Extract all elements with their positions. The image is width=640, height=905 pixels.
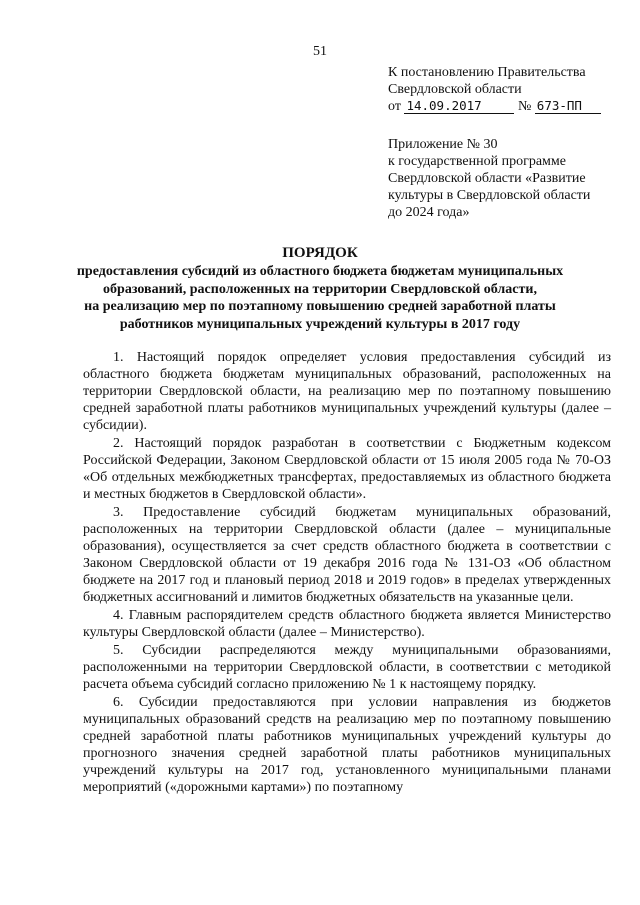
paragraph-4: 4. Главным распорядителем средств областного бюджета является Министерство культуры Свердловской области (далее – Министерство). [83, 608, 611, 640]
title-subtitle-3: на реализацию мер по поэтапному повышению средней заработной платы [84, 299, 556, 315]
approval-line-2: Свердловской области [388, 82, 522, 97]
approval-line-1: К постановлению Правительства [388, 65, 586, 80]
title-subtitle-2: образований, расположенных на территории Свердловской области, [103, 281, 537, 297]
approval-block [388, 64, 628, 115]
appendix-line-2: к государственной программе [388, 154, 566, 169]
appendix-line-1: Приложение № 30 [388, 137, 498, 152]
paragraph-5: 5. Субсидии распределяются между муниципальными образованиями, расположенными на территории Свердловской области, в соответствии с методикой расчета объема субсидий согласно приложению № 1 к настоящему порядку. [83, 643, 611, 692]
number-value: 673-ПП [535, 99, 601, 114]
paragraph-1: 1. Настоящий порядок определяет условия предоставления субсидий из областного бюджета бюджетам муниципальных образований, расположенных на территории Свердловской области, на реализацию мер по поэтапному повышению средней заработной платы работников муниципальных учреждений культуры (далее – субсидии). [83, 350, 611, 433]
number-prefix: № [517, 99, 532, 114]
date-prefix: от [388, 99, 401, 114]
title-main: ПОРЯДОК [282, 245, 358, 261]
appendix-line-4: культуры в Свердловской области [388, 188, 591, 203]
approval-date-line [388, 98, 628, 115]
date-value: 14.09.2017 [404, 99, 514, 114]
page-number: 51 [313, 44, 327, 59]
appendix-line-3: Свердловской области «Развитие [388, 171, 586, 186]
appendix-block [388, 136, 628, 221]
title-subtitle-4: работников муниципальных учреждений культуры в 2017 году [119, 316, 521, 332]
paragraph-6: 6. Субсидии предоставляются при условии направления из бюджетов муниципальных образований средств на реализацию мер по поэтапному повышению средней заработной платы работников муниципальных учреждений культуры до прогнозного значения средней заработной платы работников муниципальных учреждений культуры на 2017 год, установленного муниципальными планами мероприятий («дорожными картами») по поэтапному [83, 695, 611, 795]
document-title [40, 243, 600, 333]
paragraph-3: 3. Предоставление субсидий бюджетам муниципальных образований, расположенных на территории Свердловской области (далее – муниципальные образования), осуществляется за счет средств областного бюджета в соответствии с Законом Свердловской области от 19 декабря 2016 года № 131-ОЗ «Об областном бюджете на 2017 год и плановый период 2018 и 2019 годов» в пределах утвержденных бюджетных ассигнований и лимитов бюджетных обязательств на указанные цели. [83, 505, 611, 605]
document-body [83, 349, 611, 797]
title-subtitle-1: предоставления субсидий из областного бюджета бюджетам муниципальных [76, 264, 564, 279]
paragraph-2: 2. Настоящий порядок разработан в соответствии с Бюджетным кодексом Российской Федерации, Законом Свердловской области от 15 июля 2005 года № 70-ОЗ «Об отдельных межбюджетных трансфертах, предоставляемых из областного бюджета и местных бюджетов в Свердловской области». [83, 436, 611, 502]
appendix-line-5: до 2024 года» [388, 205, 470, 220]
